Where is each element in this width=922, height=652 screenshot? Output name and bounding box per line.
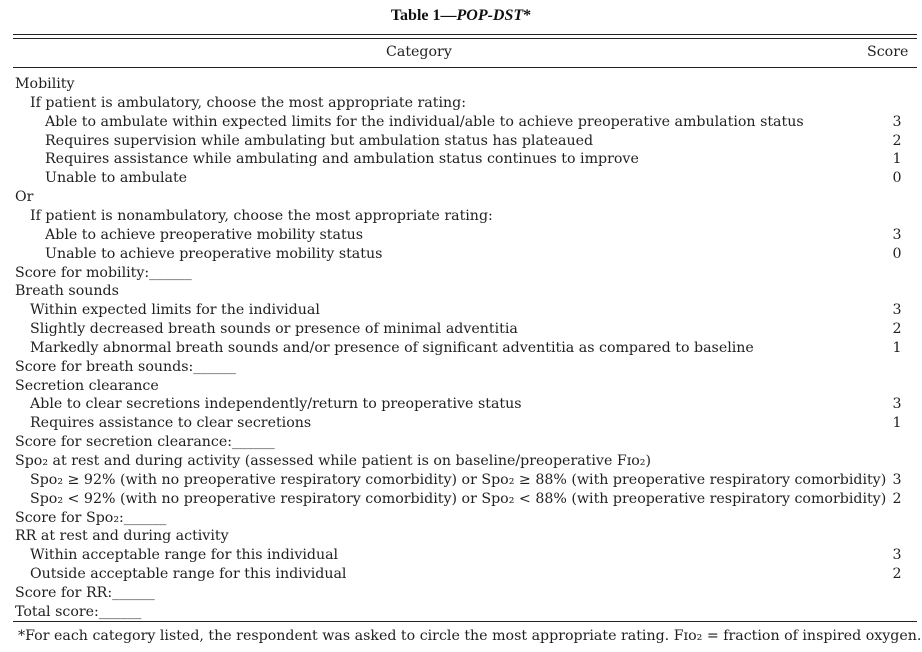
row-label: Spo₂ at rest and during activity (assessed while patient is on baseline/preoperative Fɪᴏ₂) bbox=[15, 453, 651, 469]
row-label: RR at rest and during activity bbox=[15, 528, 229, 545]
row-label: Requires supervision while ambulating but ambulation status has plateaued bbox=[45, 132, 594, 149]
table-row bbox=[0, 584, 922, 603]
row-label: Mobility bbox=[15, 76, 75, 92]
table-row bbox=[0, 490, 922, 509]
table-row bbox=[0, 264, 922, 283]
row-label: Able to clear secretions independently/return to preoperative status bbox=[30, 396, 522, 413]
row-score: 1 bbox=[892, 151, 902, 168]
table-row bbox=[0, 150, 922, 169]
row-label: If patient is nonambulatory, choose the most appropriate rating: bbox=[30, 207, 493, 224]
row-label: Score for RR:______ bbox=[15, 584, 155, 601]
table-row bbox=[0, 471, 922, 490]
row-score: 3 bbox=[892, 302, 902, 319]
table-row bbox=[0, 565, 922, 584]
table-row bbox=[0, 358, 922, 377]
title-prefix: Table 1— bbox=[390, 7, 457, 24]
title-suffix: * bbox=[523, 7, 532, 24]
header-category: Category bbox=[386, 44, 452, 60]
row-score: 3 bbox=[892, 471, 902, 488]
row-label: Able to ambulate within expected limits for the individual/able to achieve preoperative ambulation status bbox=[45, 113, 804, 130]
row-label: Or bbox=[15, 189, 34, 206]
top-rule-2 bbox=[13, 38, 917, 39]
row-label: If patient is ambulatory, choose the most appropriate rating: bbox=[30, 94, 466, 111]
table-row bbox=[0, 603, 922, 622]
row-label: Outside acceptable range for this individual bbox=[30, 566, 347, 583]
table-row bbox=[0, 282, 922, 301]
table-row bbox=[0, 245, 922, 264]
row-score: 0 bbox=[892, 245, 902, 262]
row-score: 2 bbox=[892, 566, 902, 583]
row-label: Within acceptable range for this individual bbox=[30, 547, 339, 564]
header-rule bbox=[13, 67, 917, 68]
title-name: POP-DST bbox=[456, 7, 524, 24]
row-score: 3 bbox=[892, 113, 902, 130]
row-label: Unable to achieve preoperative mobility status bbox=[45, 245, 383, 262]
row-label: Score for mobility:______ bbox=[15, 264, 192, 281]
row-label: Requires assistance to clear secretions bbox=[30, 415, 312, 432]
table-row bbox=[0, 509, 922, 528]
top-rule-1 bbox=[13, 34, 917, 35]
footnote: *For each category listed, the respondent was asked to circle the most appropriate rating. Fɪᴏ₂ = fraction of inspired oxygen. bbox=[18, 628, 922, 644]
table-row bbox=[0, 132, 922, 151]
row-score: 1 bbox=[892, 339, 902, 356]
row-score: 1 bbox=[892, 415, 902, 432]
table-row bbox=[0, 546, 922, 565]
row-label: Requires assistance while ambulating and ambulation status continues to improve bbox=[45, 151, 639, 168]
table-row bbox=[0, 94, 922, 113]
row-score: 2 bbox=[892, 490, 902, 507]
row-label: Score for Spo₂:______ bbox=[15, 509, 167, 526]
table-row bbox=[0, 207, 922, 226]
table-row bbox=[0, 339, 922, 358]
row-label: Score for breath sounds:______ bbox=[15, 358, 236, 375]
row-score: 3 bbox=[892, 226, 902, 243]
table-row bbox=[0, 414, 922, 433]
header-score: Score bbox=[867, 44, 909, 60]
table-row bbox=[0, 377, 922, 396]
row-score: 0 bbox=[892, 170, 902, 187]
row-label: Score for secretion clearance:______ bbox=[15, 434, 275, 451]
table-title bbox=[0, 7, 922, 25]
row-score: 2 bbox=[892, 321, 902, 338]
row-label: Within expected limits for the individual bbox=[30, 302, 320, 319]
table-row bbox=[0, 113, 922, 132]
table-row bbox=[0, 320, 922, 339]
row-label: Secretion clearance bbox=[15, 377, 159, 394]
table-row bbox=[0, 433, 922, 452]
table-row bbox=[0, 452, 922, 471]
bottom-rule bbox=[13, 621, 917, 622]
row-label: Spo₂ < 92% (with no preoperative respiratory comorbidity) or Spo₂ < 88% (with preoperative respiratory comorbidity) bbox=[30, 490, 887, 507]
row-score: 3 bbox=[892, 547, 902, 564]
row-label: Markedly abnormal breath sounds and/or presence of significant adventitia as compared to baseline bbox=[30, 339, 754, 356]
table-row bbox=[0, 301, 922, 320]
row-score: 3 bbox=[892, 396, 902, 413]
row-label: Able to achieve preoperative mobility status bbox=[45, 226, 364, 243]
row-score: 2 bbox=[892, 132, 902, 149]
table-row bbox=[0, 527, 922, 546]
row-label: Unable to ambulate bbox=[45, 170, 188, 187]
row-label: Breath sounds bbox=[15, 283, 119, 300]
table-row bbox=[0, 75, 922, 94]
table-row bbox=[0, 169, 922, 188]
table-row bbox=[0, 226, 922, 245]
table-row bbox=[0, 188, 922, 207]
row-label: Slightly decreased breath sounds or presence of minimal adventitia bbox=[30, 321, 518, 338]
row-label: Spo₂ ≥ 92% (with no preoperative respiratory comorbidity) or Spo₂ ≥ 88% (with preoperative respiratory comorbidity) bbox=[30, 471, 887, 488]
row-label: Total score:______ bbox=[15, 603, 142, 620]
table-row bbox=[0, 395, 922, 414]
